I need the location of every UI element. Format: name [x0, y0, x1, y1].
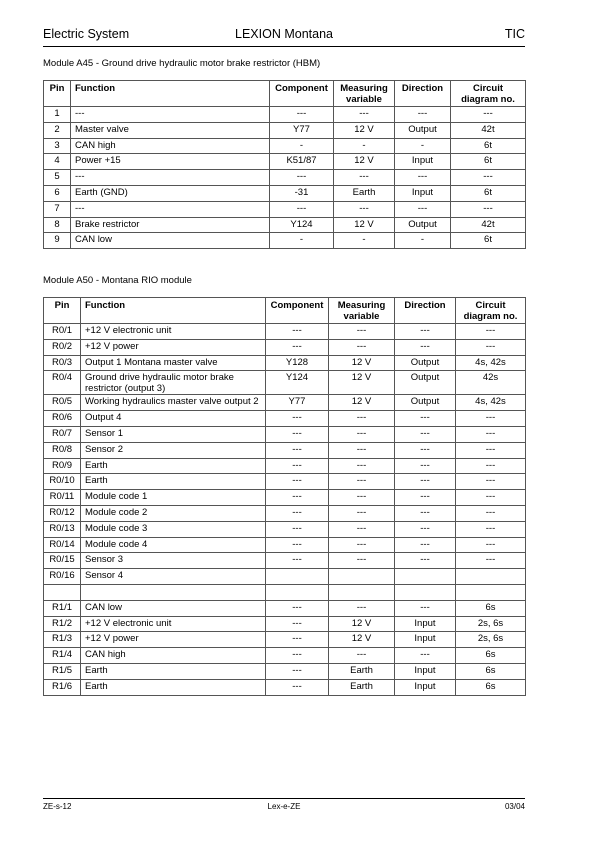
cell-circuit-diagram: 6t	[451, 138, 526, 154]
table-row	[44, 632, 526, 648]
cell-direction: ---	[395, 505, 456, 521]
cell-component: ---	[266, 411, 329, 427]
cell-circuit-diagram: ---	[456, 505, 526, 521]
cell-component: Y77	[266, 395, 329, 411]
cell-pin: 1	[44, 107, 71, 123]
cell-component: ---	[266, 505, 329, 521]
cell-pin: R0/15	[44, 553, 81, 569]
cell-function: Master valve	[71, 122, 270, 138]
cell-measuring-variable: ---	[329, 505, 395, 521]
cell-circuit-diagram: 42t	[451, 217, 526, 233]
cell-component: Y124	[266, 371, 329, 395]
table-row	[44, 442, 526, 458]
cell-circuit-diagram: 2s, 6s	[456, 632, 526, 648]
cell-direction: Input	[395, 616, 456, 632]
col-circuit-header: Circuit diagram no.	[456, 298, 526, 324]
cell-measuring-variable: Earth	[329, 679, 395, 695]
table-row	[44, 122, 526, 138]
table-header-row	[44, 298, 526, 324]
cell-pin: R0/13	[44, 521, 81, 537]
cell-component: ---	[266, 600, 329, 616]
footer-date: 03/04	[504, 802, 525, 811]
cell-pin: R0/14	[44, 537, 81, 553]
header-doc-code: TIC	[504, 27, 525, 41]
cell-direction: ---	[395, 339, 456, 355]
cell-pin: R0/1	[44, 324, 81, 340]
cell-pin: 4	[44, 154, 71, 170]
cell-component: ---	[270, 170, 334, 186]
cell-measuring-variable: 12 V	[329, 395, 395, 411]
table-row	[44, 584, 526, 600]
cell-component: -	[270, 233, 334, 249]
cell-measuring-variable: ---	[329, 426, 395, 442]
cell-circuit-diagram: ---	[451, 170, 526, 186]
cell-pin: R1/3	[44, 632, 81, 648]
cell-direction: Input	[395, 663, 456, 679]
table-row	[44, 170, 526, 186]
cell-pin: R0/2	[44, 339, 81, 355]
cell-circuit-diagram: ---	[456, 521, 526, 537]
cell-measuring-variable	[329, 584, 395, 600]
cell-function: Output 4	[81, 411, 266, 427]
cell-measuring-variable: 12 V	[329, 632, 395, 648]
cell-component: Y128	[266, 355, 329, 371]
cell-measuring-variable: 12 V	[334, 217, 395, 233]
cell-component: ---	[266, 679, 329, 695]
cell-component: ---	[266, 339, 329, 355]
cell-function: Output 1 Montana master valve	[81, 355, 266, 371]
table-row	[44, 324, 526, 340]
table-row	[44, 474, 526, 490]
cell-function: Earth	[81, 663, 266, 679]
cell-function: Brake restrictor	[71, 217, 270, 233]
cell-pin: 9	[44, 233, 71, 249]
cell-component: -31	[270, 185, 334, 201]
table-row	[44, 217, 526, 233]
cell-direction: Output	[395, 122, 451, 138]
cell-circuit-diagram: ---	[456, 490, 526, 506]
cell-pin: 8	[44, 217, 71, 233]
cell-pin: R0/9	[44, 458, 81, 474]
cell-pin: R0/4	[44, 371, 81, 395]
col-direction-header: Direction	[395, 298, 456, 324]
cell-component: Y77	[270, 122, 334, 138]
cell-component: ---	[266, 616, 329, 632]
table-row	[44, 107, 526, 123]
cell-component: ---	[266, 442, 329, 458]
cell-direction: ---	[395, 553, 456, 569]
cell-function: ---	[71, 201, 270, 217]
table-row	[44, 138, 526, 154]
footer-doc-id: Lex-e-ZE	[267, 802, 301, 811]
col-measuring-header: Measuring variable	[329, 298, 395, 324]
cell-measuring-variable: ---	[329, 411, 395, 427]
cell-circuit-diagram: 6s	[456, 600, 526, 616]
cell-direction: ---	[395, 201, 451, 217]
cell-function: +12 V electronic unit	[81, 324, 266, 340]
cell-direction: ---	[395, 648, 456, 664]
cell-component: ---	[266, 521, 329, 537]
cell-component: ---	[266, 537, 329, 553]
table-row	[44, 490, 526, 506]
cell-function	[81, 584, 266, 600]
cell-component: ---	[266, 324, 329, 340]
cell-pin: 6	[44, 185, 71, 201]
cell-function: Module code 2	[81, 505, 266, 521]
cell-direction: ---	[395, 521, 456, 537]
cell-function: Earth	[81, 679, 266, 695]
header-rule	[43, 46, 525, 47]
cell-direction: ---	[395, 324, 456, 340]
cell-measuring-variable: ---	[329, 537, 395, 553]
cell-pin: R1/5	[44, 663, 81, 679]
table-row	[44, 426, 526, 442]
cell-function: Working hydraulics master valve output 2	[81, 395, 266, 411]
cell-circuit-diagram: 6t	[451, 154, 526, 170]
table-row	[44, 600, 526, 616]
cell-direction: ---	[395, 411, 456, 427]
cell-direction: ---	[395, 537, 456, 553]
page-header	[43, 27, 525, 45]
cell-function: Earth	[81, 458, 266, 474]
cell-measuring-variable: Earth	[334, 185, 395, 201]
cell-component	[266, 569, 329, 585]
table-row	[44, 185, 526, 201]
table-row	[44, 663, 526, 679]
cell-function: Module code 4	[81, 537, 266, 553]
table-row	[44, 233, 526, 249]
cell-circuit-diagram: 6s	[456, 648, 526, 664]
cell-function: +12 V electronic unit	[81, 616, 266, 632]
cell-component: ---	[270, 107, 334, 123]
cell-measuring-variable	[329, 569, 395, 585]
cell-direction: ---	[395, 474, 456, 490]
cell-measuring-variable: ---	[329, 553, 395, 569]
cell-direction: Output	[395, 217, 451, 233]
cell-pin: 7	[44, 201, 71, 217]
cell-direction: Input	[395, 154, 451, 170]
cell-circuit-diagram: ---	[456, 474, 526, 490]
cell-pin: 5	[44, 170, 71, 186]
col-function-header: Function	[81, 298, 266, 324]
cell-pin: R1/2	[44, 616, 81, 632]
table-header-row	[44, 81, 526, 107]
cell-circuit-diagram: 4s, 42s	[456, 355, 526, 371]
table-row	[44, 553, 526, 569]
cell-measuring-variable: -	[334, 233, 395, 249]
cell-measuring-variable: ---	[329, 442, 395, 458]
cell-measuring-variable: ---	[329, 600, 395, 616]
cell-direction: -	[395, 233, 451, 249]
cell-direction: Output	[395, 395, 456, 411]
cell-measuring-variable: ---	[334, 201, 395, 217]
pin-table-a50	[43, 297, 526, 696]
table-row	[44, 355, 526, 371]
cell-function: ---	[71, 170, 270, 186]
table-row	[44, 521, 526, 537]
cell-measuring-variable: ---	[334, 107, 395, 123]
cell-function: Sensor 4	[81, 569, 266, 585]
header-machine-title: LEXION Montana	[235, 27, 333, 41]
col-function-header: Function	[71, 81, 270, 107]
cell-direction: Input	[395, 679, 456, 695]
cell-direction: ---	[395, 426, 456, 442]
col-direction-header: Direction	[395, 81, 451, 107]
cell-component: ---	[266, 663, 329, 679]
cell-measuring-variable: Earth	[329, 663, 395, 679]
table-row	[44, 679, 526, 695]
cell-direction: ---	[395, 442, 456, 458]
header-section-title: Electric System	[43, 27, 130, 41]
cell-circuit-diagram: 42s	[456, 371, 526, 395]
cell-component: ---	[266, 474, 329, 490]
cell-function: +12 V power	[81, 632, 266, 648]
cell-pin: R0/10	[44, 474, 81, 490]
table1-caption: Module A45 - Ground drive hydraulic motor brake restrictor (HBM)	[43, 58, 321, 69]
cell-circuit-diagram: 6t	[451, 185, 526, 201]
cell-function: +12 V power	[81, 339, 266, 355]
cell-circuit-diagram	[456, 569, 526, 585]
cell-direction: ---	[395, 458, 456, 474]
cell-component: -	[270, 138, 334, 154]
cell-pin: R1/1	[44, 600, 81, 616]
cell-component: ---	[266, 553, 329, 569]
cell-function: CAN low	[71, 233, 270, 249]
cell-component: ---	[266, 458, 329, 474]
table-row	[44, 154, 526, 170]
col-component-header: Component	[266, 298, 329, 324]
cell-circuit-diagram: 4s, 42s	[456, 395, 526, 411]
cell-direction: ---	[395, 107, 451, 123]
footer-rule	[43, 798, 525, 799]
cell-circuit-diagram: 42t	[451, 122, 526, 138]
cell-component: ---	[266, 426, 329, 442]
pin-table-a45	[43, 80, 526, 249]
cell-circuit-diagram: ---	[456, 553, 526, 569]
cell-function: Module code 1	[81, 490, 266, 506]
table-row	[44, 569, 526, 585]
cell-pin	[44, 584, 81, 600]
cell-measuring-variable: ---	[329, 339, 395, 355]
cell-pin: R0/12	[44, 505, 81, 521]
cell-circuit-diagram: 2s, 6s	[456, 616, 526, 632]
cell-component: ---	[270, 201, 334, 217]
cell-measuring-variable: ---	[329, 474, 395, 490]
cell-pin: R1/4	[44, 648, 81, 664]
cell-circuit-diagram: ---	[456, 411, 526, 427]
cell-circuit-diagram: ---	[456, 339, 526, 355]
cell-component: Y124	[270, 217, 334, 233]
cell-circuit-diagram: 6s	[456, 679, 526, 695]
cell-circuit-diagram	[456, 584, 526, 600]
table-row	[44, 339, 526, 355]
cell-measuring-variable: -	[334, 138, 395, 154]
cell-measuring-variable: ---	[329, 648, 395, 664]
cell-measuring-variable: ---	[329, 324, 395, 340]
cell-direction: Output	[395, 355, 456, 371]
cell-measuring-variable: ---	[334, 170, 395, 186]
cell-measuring-variable: 12 V	[329, 371, 395, 395]
cell-direction: ---	[395, 490, 456, 506]
cell-circuit-diagram: ---	[451, 201, 526, 217]
col-pin-header: Pin	[44, 81, 71, 107]
cell-pin: R0/5	[44, 395, 81, 411]
cell-component: ---	[266, 648, 329, 664]
cell-circuit-diagram: 6t	[451, 233, 526, 249]
cell-function: Earth	[81, 474, 266, 490]
cell-pin: R0/16	[44, 569, 81, 585]
cell-direction: ---	[395, 600, 456, 616]
cell-pin: 3	[44, 138, 71, 154]
col-circuit-header: Circuit diagram no.	[451, 81, 526, 107]
cell-pin: R1/6	[44, 679, 81, 695]
cell-measuring-variable: 12 V	[334, 154, 395, 170]
cell-measuring-variable: ---	[329, 521, 395, 537]
footer-page-code: ZE-s-12	[43, 802, 72, 811]
cell-pin: R0/3	[44, 355, 81, 371]
cell-direction: ---	[395, 170, 451, 186]
cell-function: Sensor 2	[81, 442, 266, 458]
table-row	[44, 537, 526, 553]
cell-component	[266, 584, 329, 600]
table-row	[44, 616, 526, 632]
table-row	[44, 371, 526, 395]
cell-measuring-variable: ---	[329, 490, 395, 506]
table-row	[44, 648, 526, 664]
cell-component: ---	[266, 632, 329, 648]
cell-function: CAN high	[71, 138, 270, 154]
cell-function: Module code 3	[81, 521, 266, 537]
cell-measuring-variable: 12 V	[329, 355, 395, 371]
cell-function: ---	[71, 107, 270, 123]
cell-component: ---	[266, 490, 329, 506]
cell-pin: R0/8	[44, 442, 81, 458]
cell-function: Earth (GND)	[71, 185, 270, 201]
cell-direction: -	[395, 138, 451, 154]
cell-direction	[395, 584, 456, 600]
cell-circuit-diagram: ---	[456, 458, 526, 474]
col-measuring-header: Measuring variable	[334, 81, 395, 107]
cell-function: Sensor 1	[81, 426, 266, 442]
cell-pin: 2	[44, 122, 71, 138]
cell-function: Ground drive hydraulic motor brake restrictor (output 3)	[81, 371, 266, 395]
cell-measuring-variable: ---	[329, 458, 395, 474]
cell-function: Sensor 3	[81, 553, 266, 569]
cell-function: Power +15	[71, 154, 270, 170]
cell-circuit-diagram: ---	[456, 537, 526, 553]
cell-measuring-variable: 12 V	[334, 122, 395, 138]
cell-circuit-diagram: 6s	[456, 663, 526, 679]
table-row	[44, 411, 526, 427]
col-pin-header: Pin	[44, 298, 81, 324]
table-row	[44, 201, 526, 217]
cell-direction: Input	[395, 185, 451, 201]
cell-pin: R0/7	[44, 426, 81, 442]
cell-circuit-diagram: ---	[456, 324, 526, 340]
cell-direction: Output	[395, 371, 456, 395]
cell-measuring-variable: 12 V	[329, 616, 395, 632]
cell-pin: R0/6	[44, 411, 81, 427]
cell-circuit-diagram: ---	[456, 442, 526, 458]
cell-direction: Input	[395, 632, 456, 648]
table2-caption: Module A50 - Montana RIO module	[43, 275, 192, 286]
cell-pin: R0/11	[44, 490, 81, 506]
table-row	[44, 395, 526, 411]
cell-circuit-diagram: ---	[456, 426, 526, 442]
cell-component: K51/87	[270, 154, 334, 170]
table-row	[44, 505, 526, 521]
cell-function: CAN low	[81, 600, 266, 616]
table-row	[44, 458, 526, 474]
cell-direction	[395, 569, 456, 585]
cell-circuit-diagram: ---	[451, 107, 526, 123]
col-component-header: Component	[270, 81, 334, 107]
cell-function: CAN high	[81, 648, 266, 664]
